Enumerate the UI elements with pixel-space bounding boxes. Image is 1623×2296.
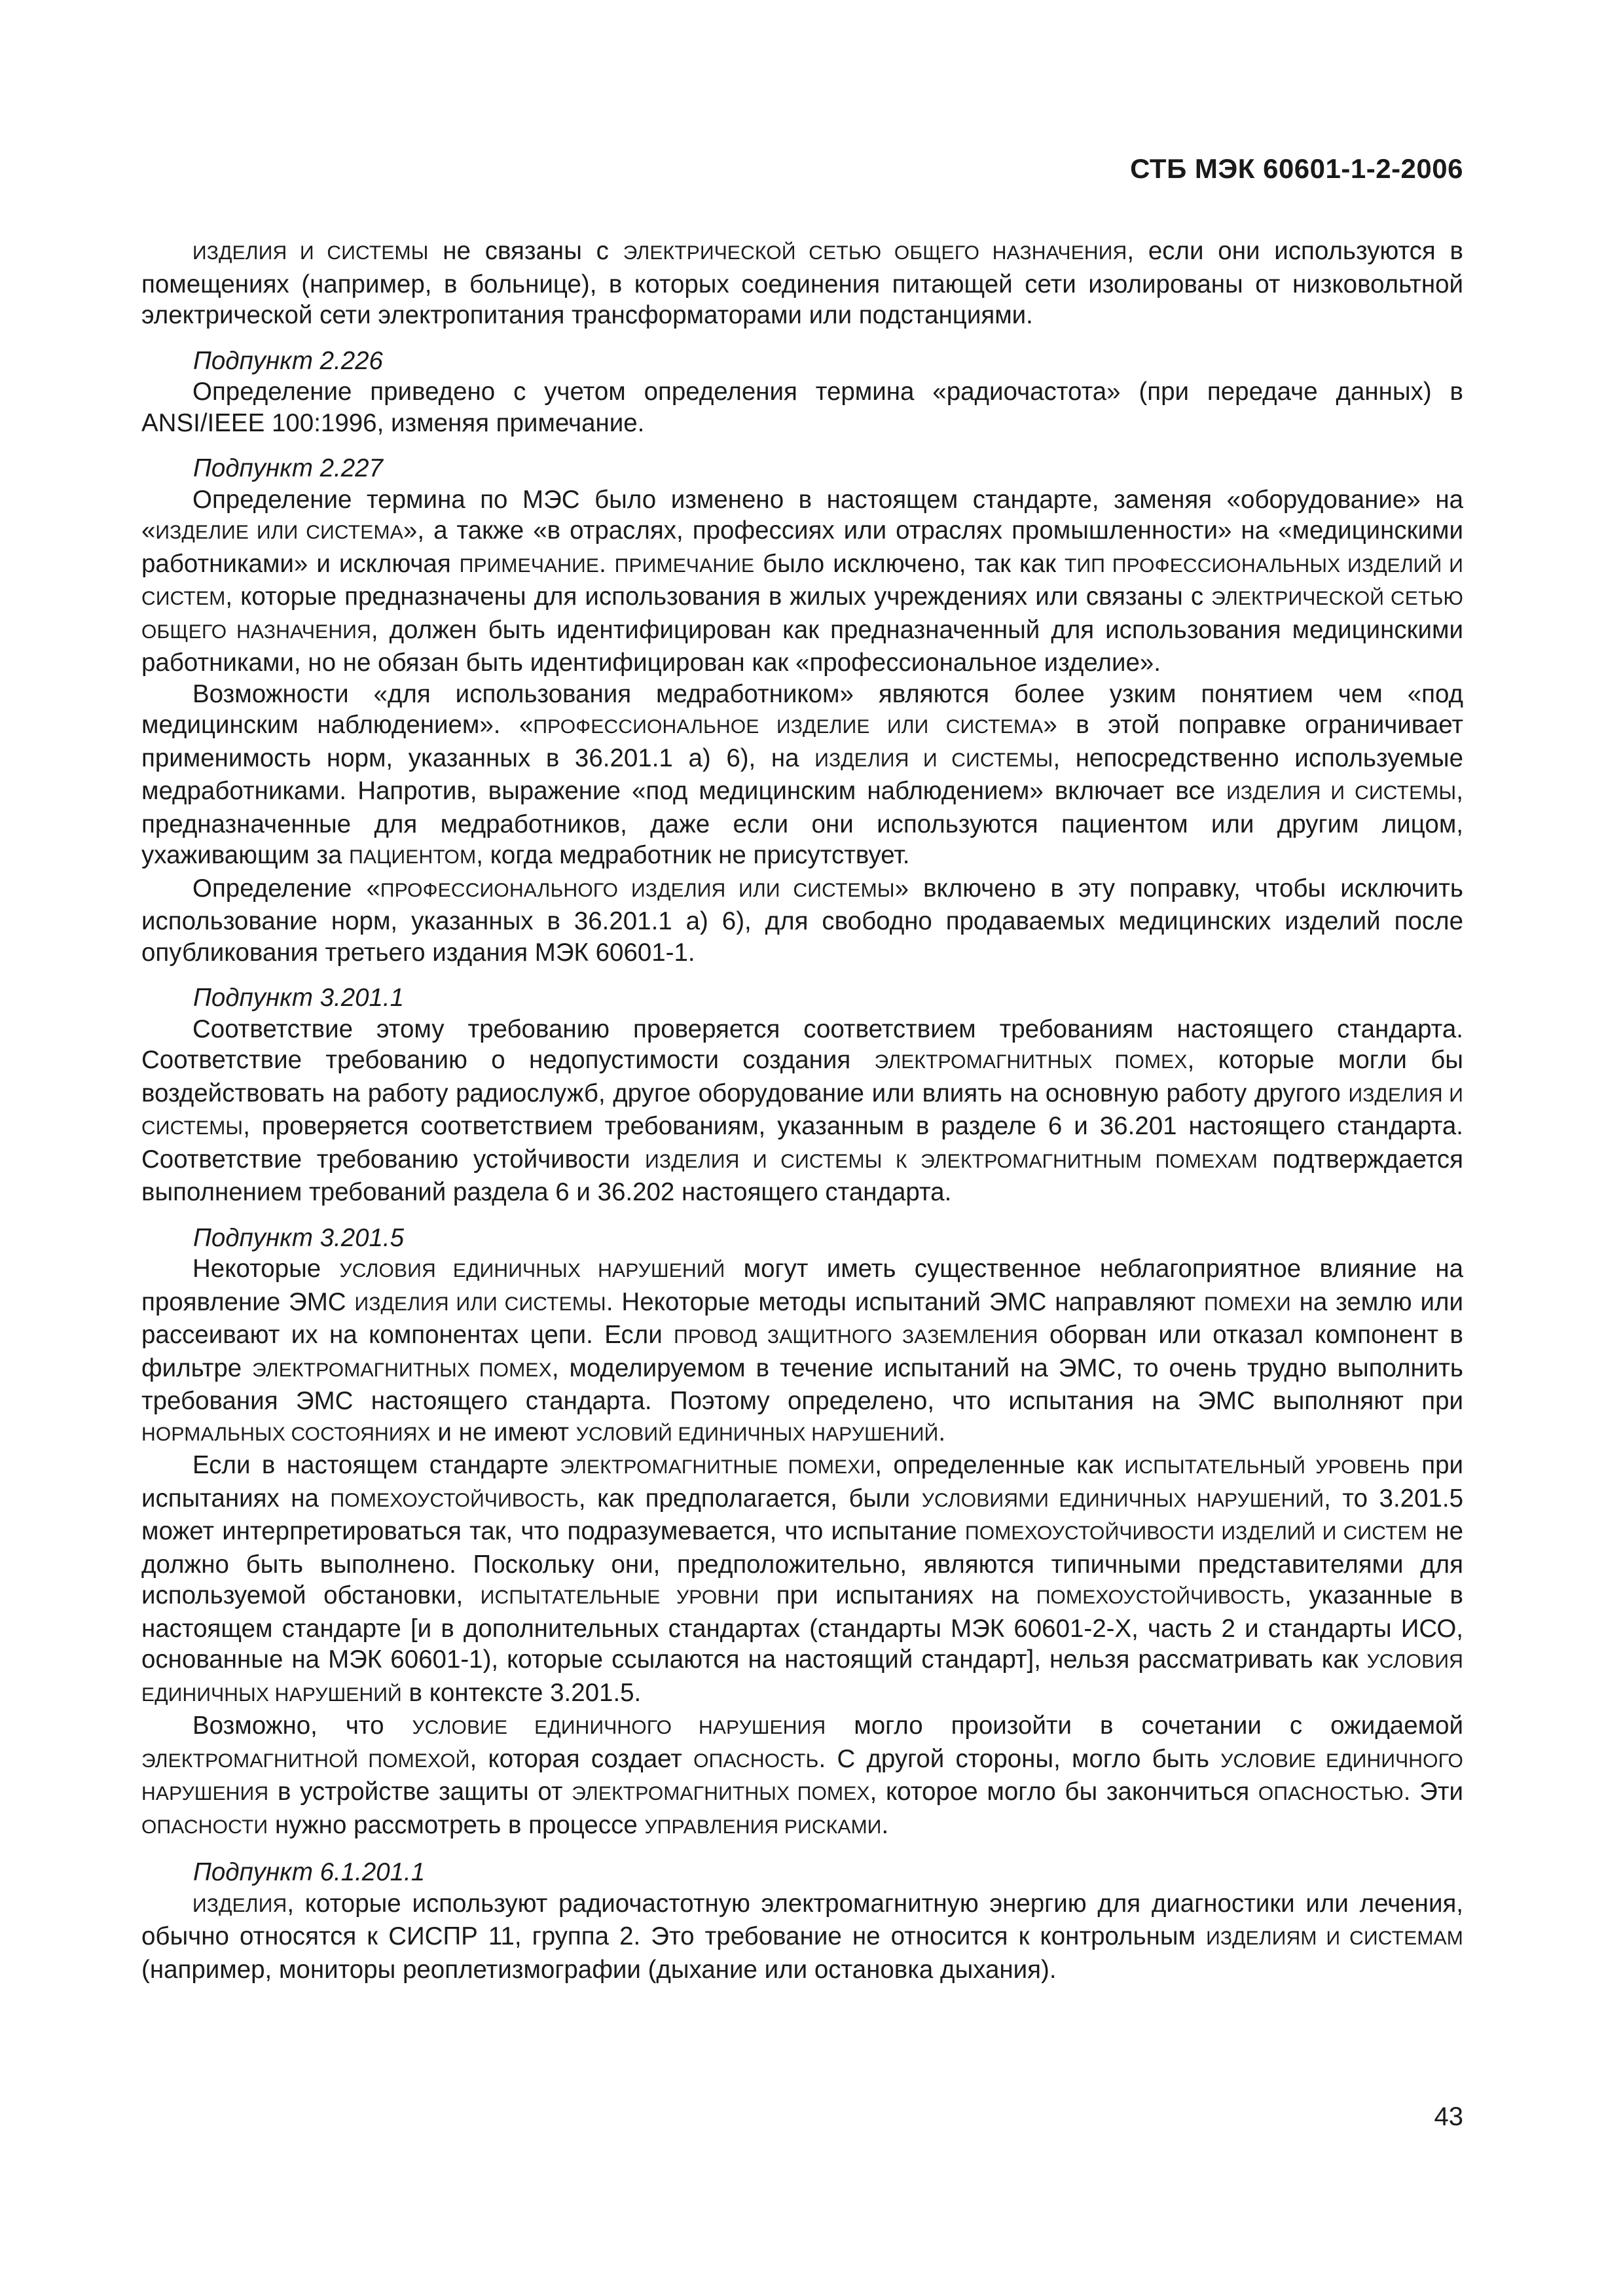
section-heading: Подпункт 3.201.1	[193, 984, 405, 1012]
text-run: не должно быть выполнено. Поскольку они, предположительно, являются типичными представителями для используемой обстановки,	[141, 1517, 1464, 1609]
defined-term: УСЛОВИЯ ЕДИНИЧНЫХ НАРУШЕНИЙ	[339, 1260, 725, 1282]
defined-term: ПОМЕХОУСТОЙЧИВОСТЬ	[1036, 1587, 1285, 1608]
text-run: , которая создает	[469, 1744, 694, 1773]
defined-term: ПОМЕХОУСТОЙЧИВОСТЬ	[330, 1489, 579, 1511]
defined-term: УСЛОВИЕ ЕДИНИЧНОГО НАРУШЕНИЯ	[141, 1749, 1464, 1804]
defined-term: ПОМЕХОУСТОЙЧИВОСТИ ИЗДЕЛИЙ И СИСТЕМ	[964, 1522, 1428, 1544]
text-run: . С другой стороны, могло быть	[818, 1744, 1221, 1773]
text-run: не связаны с	[428, 237, 623, 265]
defined-term: УСЛОВИЯМИ ЕДИНИЧНЫХ НАРУШЕНИЙ	[921, 1489, 1324, 1511]
text-run: », а также «в отраслях, профессиях или отраслях промышленности» на «медицинскими работниками» и исключая	[141, 516, 1463, 578]
text-run: , определенные как	[875, 1451, 1125, 1479]
text-run: , должен быть идентифицирован как предназначенный для использования медицинскими работниками, но не обязан быть идентифицирован как «профессиональное изделие».	[141, 615, 1463, 677]
defined-term: ПОМЕХИ	[1204, 1293, 1291, 1315]
paragraph	[141, 1710, 1463, 1842]
text-run: при испытаниях на	[759, 1581, 1036, 1609]
text-run: Определение «	[192, 874, 380, 903]
defined-term: ИЗДЕЛИЯ	[192, 1894, 287, 1916]
text-run: в контексте 3.201.5.	[401, 1678, 642, 1707]
text-run: , которые могли бы воздействовать на работу радиослужб, другое оборудование или влиять на основную работу другого	[141, 1046, 1463, 1107]
paragraph	[141, 1253, 1463, 1450]
section-heading: Подпункт 2.226	[193, 346, 383, 375]
text-run: оборван или отказал компонент в фильтре	[141, 1321, 1463, 1382]
text-run: при испытаниях на	[141, 1451, 1463, 1513]
defined-term: ЭЛЕКТРОМАГНИТНЫХ ПОМЕХ	[874, 1051, 1188, 1073]
text-run: (например, мониторы реоплетизмографии (дыхание или остановка дыхания).	[141, 1955, 1057, 1984]
text-run: , когда медработник не присутствует.	[476, 841, 910, 869]
defined-term: ИЗДЕЛИЯ И СИСТЕМЫ	[1226, 782, 1457, 804]
text-run: нужно рассмотреть в процессе	[268, 1810, 645, 1839]
defined-term: ОПАСНОСТИ	[141, 1816, 268, 1838]
text-run: , моделируемом в течение испытаний на ЭМС, то очень трудно выполнить требования ЭМС настоящего стандарта. Поэтому определено, что испытания на ЭМС выполняют при	[141, 1354, 1463, 1415]
text-run: , то 3.201.5 может интерпретироваться так, что подразумевается, что испытание	[141, 1484, 1463, 1545]
section-heading: Подпункт 2.227	[193, 454, 383, 482]
text-run: , как предполагается, были	[578, 1484, 922, 1513]
text-run: Возможно, что	[192, 1712, 412, 1740]
text-run: Некоторые	[192, 1255, 340, 1283]
text-run: могут иметь существенное неблагоприятное влияние на проявление ЭМС	[141, 1255, 1463, 1316]
paragraph	[141, 679, 1463, 873]
defined-term: ИЗДЕЛИЯ И СИСТЕМЫ К ЭЛЕКТРОМАГНИТНЫМ ПОМЕХАМ	[645, 1150, 1258, 1172]
text-run: » включено в эту поправку, чтобы исключить использование норм, указанных в 36.201.1 а) 6), для свободно продаваемых медицинских изделий после опубликования третьего издания МЭК 60601-1.	[141, 874, 1463, 967]
document-body	[141, 236, 1463, 1985]
paragraph	[141, 376, 1463, 439]
text-run: , указанные в настоящем стандарте [и в дополнительных стандартах (стандарты МЭК 60601-2-X, часть 2 и стандарты ИСО, основанные на МЭК 60601-1), которые ссылаются на настоящий стандарт], нельзя рассматривать как	[141, 1581, 1463, 1674]
defined-term: ИЗДЕЛИЯ И СИСТЕМЫ	[192, 242, 429, 264]
defined-term: НОРМАЛЬНЫХ СОСТОЯНИЯХ	[141, 1423, 431, 1445]
defined-term: ОПАСНОСТЬ	[693, 1749, 819, 1772]
section-heading: Подпункт 6.1.201.1	[193, 1858, 426, 1886]
defined-term: ИЗДЕЛИЕ ИЛИ СИСТЕМА	[155, 522, 403, 543]
defined-term: ИСПЫТАТЕЛЬНЫЙ УРОВЕНЬ	[1124, 1456, 1410, 1478]
text-run: Определение приведено с учетом определения термина «радиочастота» (при передаче данных) в ANSI/IEEE 100:1996, изменяя примечание.	[141, 378, 1463, 437]
text-run: и не имеют	[430, 1418, 576, 1446]
paragraph	[141, 1450, 1463, 1710]
defined-term: ЭЛЕКТРОМАГНИТНЫХ ПОМЕХ	[572, 1783, 870, 1804]
text-run: . Некоторые методы испытаний ЭМС направляют	[606, 1287, 1205, 1316]
text-run: , проверяется соответствием требованиям, указанным в разделе 6 и 36.201 настоящего стандарта. Соответствие требованию устойчивости	[141, 1112, 1463, 1174]
defined-term: ИЗДЕЛИЯМ И СИСТЕМАМ	[1206, 1928, 1463, 1949]
paragraph	[141, 484, 1463, 679]
defined-term: ПРОФЕССИОНАЛЬНОЕ ИЗДЕЛИЕ ИЛИ СИСТЕМА	[533, 716, 1044, 738]
defined-term: ЭЛЕКТРОМАГНИТНЫЕ ПОМЕХИ	[560, 1456, 875, 1478]
text-run: в устройстве защиты от	[268, 1778, 572, 1806]
text-run: было исключено, так как	[754, 549, 1065, 578]
defined-term: ПРИМЕЧАНИЕ	[459, 554, 600, 577]
text-run: , которые используют радиочастотную электромагнитную энергию для диагностики или лечения, обычно относятся к СИСПР 11, группа 2. Это требование не относится к контрольным	[141, 1889, 1463, 1950]
defined-term: ТИП ПРОФЕССИОНАЛЬНЫХ ИЗДЕЛИЙ И СИСТЕМ	[141, 554, 1463, 609]
section-heading: Подпункт 3.201.5	[193, 1223, 405, 1252]
text-run: .	[938, 1418, 946, 1446]
document-id: СТБ МЭК 60601-1-2-2006	[1130, 153, 1463, 184]
defined-term: ИЗДЕЛИЯ ИЛИ СИСТЕМЫ	[354, 1293, 606, 1315]
defined-term: ПРОВОД ЗАЩИТНОГО ЗАЗЕМЛЕНИЯ	[674, 1326, 1038, 1348]
text-run: » в этой поправке ограничивает применимость норм, указанных в 36.201.1 а) 6), на	[141, 711, 1464, 772]
defined-term: УПРАВЛЕНИЯ РИСКАМИ	[644, 1816, 882, 1838]
paragraph	[141, 1888, 1463, 1986]
text-run: , которые предназначены для использования в жилых учреждениях или связаны с	[225, 583, 1212, 611]
defined-term: УСЛОВИЕ ЕДИНИЧНОГО НАРУШЕНИЯ	[412, 1717, 826, 1738]
defined-term: ЭЛЕКТРОМАГНИТНОЙ ПОМЕХОЙ	[141, 1749, 470, 1772]
text-run: Соответствие этому требованию проверяется соответствием требованиям настоящего стандарта. Соответствие требованию о недопустимости создания	[141, 1014, 1463, 1074]
text-run: подтверждается выполнением требований раздела 6 и 36.202 настоящего стандарта.	[141, 1145, 1464, 1206]
paragraph	[141, 873, 1463, 969]
text-run: , которое могло бы закончиться	[869, 1778, 1258, 1806]
defined-term: ПРИМЕЧАНИЕ	[614, 554, 755, 577]
text-run: .	[881, 1810, 889, 1839]
defined-term: ЭЛЕКТРИЧЕСКОЙ СЕТЬЮ ОБЩЕГО НАЗНАЧЕНИЯ	[141, 588, 1463, 643]
defined-term: ИЗДЕЛИЯ И СИСТЕМЫ	[141, 1084, 1463, 1139]
text-run: Возможности «для использования медработником» являются более узким понятием чем «под медицинским наблюдением». «	[141, 679, 1463, 739]
paragraph	[141, 236, 1463, 331]
text-run: Определение термина по МЭС было изменено в настоящем стандарте, заменяя «оборудование» на «	[141, 485, 1463, 545]
defined-term: ИСПЫТАТЕЛЬНЫЕ УРОВНИ	[480, 1587, 759, 1608]
text-run: , если они используются в помещениях (например, в больнице), в которых соединения питающей сети изолированы от низковольтной электрической сети электропитания трансформаторами или подстанциями.	[141, 237, 1463, 329]
defined-term: ЭЛЕКТРИЧЕСКОЙ СЕТЬЮ ОБЩЕГО НАЗНАЧЕНИЯ	[623, 242, 1127, 264]
defined-term: ПАЦИЕНТОМ	[349, 846, 477, 868]
defined-term: УСЛОВИЯ ЕДИНИЧНЫХ НАРУШЕНИЙ	[141, 1651, 1463, 1706]
text-run: , непосредственно используемые медработниками. Напротив, выражение «под медицинским наблюдением» включает все	[141, 744, 1463, 805]
text-run: . Эти	[1403, 1778, 1463, 1806]
text-run: на землю или рассеивают их на компонентах цепи. Если	[141, 1287, 1463, 1349]
text-run: Если в настоящем стандарте	[192, 1451, 560, 1479]
defined-term: УСЛОВИЙ ЕДИНИЧНЫХ НАРУШЕНИЙ	[575, 1423, 939, 1445]
paragraph	[141, 1014, 1463, 1208]
defined-term: ОПАСНОСТЬЮ	[1258, 1783, 1404, 1804]
text-run: , предназначенные для медработников, даже если они используются пациентом или другим лицом, ухаживающим за	[141, 777, 1463, 869]
text-run: могло произойти в сочетании с ожидаемой	[826, 1712, 1463, 1740]
defined-term: ИЗДЕЛИЯ И СИСТЕМЫ	[814, 749, 1053, 771]
text-run: .	[599, 549, 615, 578]
defined-term: ПРОФЕССИОНАЛЬНОГО ИЗДЕЛИЯ ИЛИ СИСТЕМЫ	[380, 879, 895, 901]
defined-term: ЭЛЕКТРОМАГНИТНЫХ ПОМЕХ	[252, 1359, 552, 1381]
page-number: 43	[1434, 2102, 1463, 2131]
